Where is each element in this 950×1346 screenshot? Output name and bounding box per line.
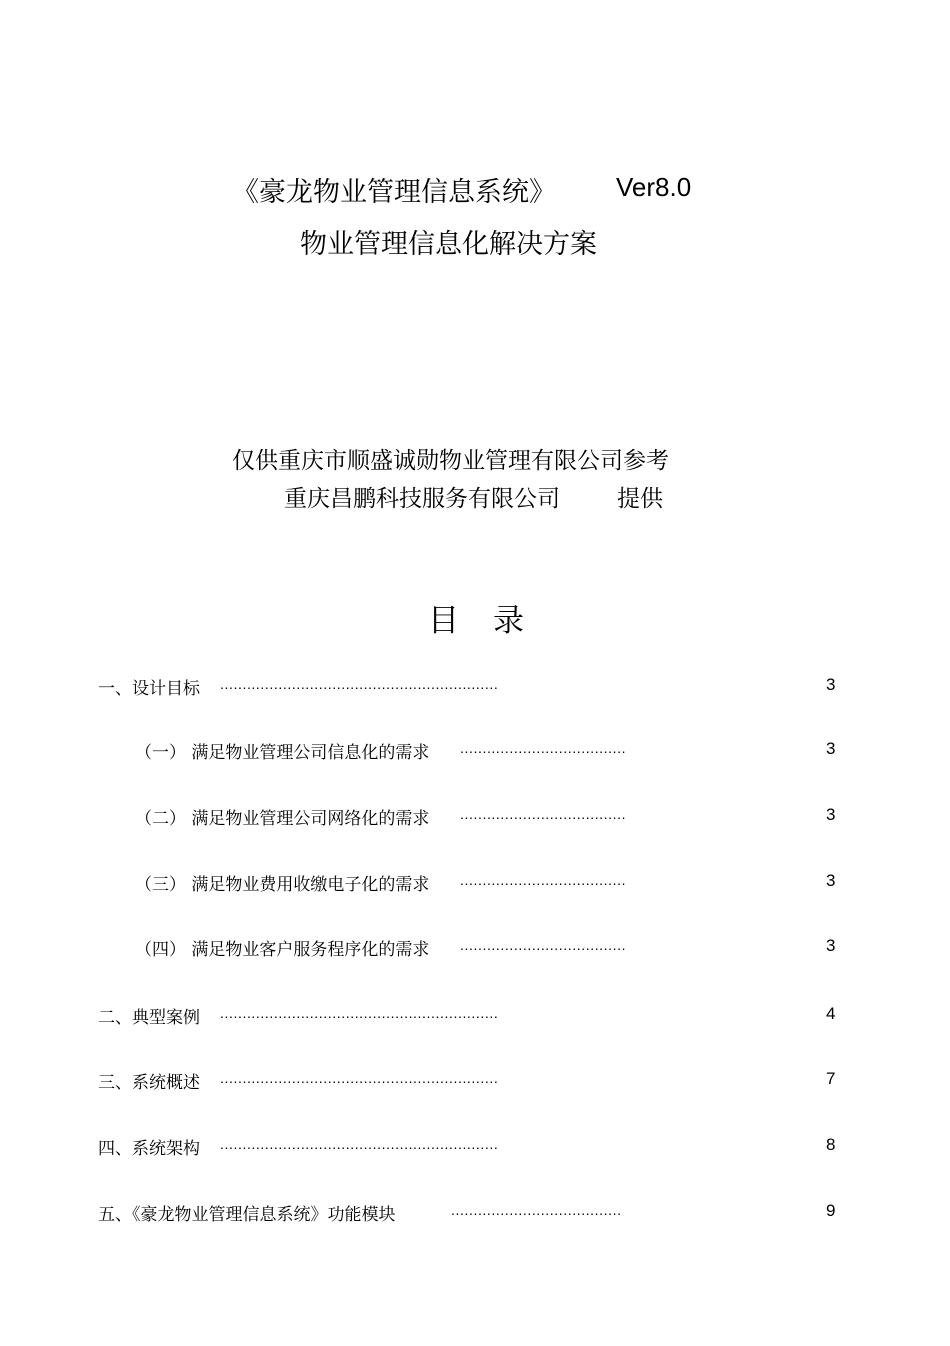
toc-entry-label: （一） 满足物业管理公司信息化的需求	[135, 743, 430, 763]
toc-entry-page: 7	[826, 1069, 836, 1088]
toc-entry-leader: ..............................................................	[220, 1136, 499, 1152]
toc-entry-label: 一、设计目标	[98, 679, 200, 699]
toc-entry-label: 三、系统概述	[98, 1073, 200, 1093]
provider-name: 重庆昌鹏科技服务有限公司	[284, 486, 560, 512]
toc-entry-leader: .....................................	[460, 740, 627, 756]
toc-entry-label: （二） 满足物业管理公司网络化的需求	[135, 809, 430, 829]
toc-entry-leader: .....................................	[460, 872, 627, 888]
toc-entry-label: （四） 满足物业客户服务程序化的需求	[135, 940, 430, 960]
toc-entry-page: 3	[826, 805, 836, 824]
toc-entry-page: 3	[826, 739, 836, 758]
document-title: 《豪龙物业管理信息系统》	[232, 177, 556, 208]
toc-heading-char-2: 录	[493, 603, 524, 639]
toc-entry-label: （三） 满足物业费用收缴电子化的需求	[135, 875, 430, 895]
document-subtitle: 物业管理信息化解决方案	[300, 229, 597, 260]
toc-entry-label: 二、典型案例	[98, 1008, 200, 1028]
toc-entry-leader: .....................................	[460, 937, 627, 953]
toc-entry-page: 8	[826, 1135, 836, 1154]
document-version: Ver8.0	[616, 172, 692, 202]
toc-entry-page: 3	[826, 871, 836, 890]
toc-entry-label: 五、《豪龙物业管理信息系统》功能模块	[98, 1205, 396, 1225]
toc-entry-page: 3	[826, 936, 836, 955]
toc-entry-leader: ..............................................................	[220, 1005, 499, 1021]
provider-word: 提供	[617, 486, 663, 512]
toc-heading-char-1: 目	[428, 603, 459, 639]
toc-entry-page: 9	[826, 1201, 836, 1220]
toc-entry-leader: .....................................	[460, 806, 627, 822]
toc-entry-page: 3	[826, 675, 836, 694]
toc-entry-leader: ..............................................................	[220, 1070, 499, 1086]
toc-entry-page: 4	[826, 1004, 836, 1023]
reference-line: 仅供重庆市顺盛诚勋物业管理有限公司参考	[232, 448, 669, 474]
toc-entry-leader: ..............................................................	[220, 676, 499, 692]
toc-entry-label: 四、系统架构	[98, 1139, 200, 1159]
toc-entry-leader: ......................................	[451, 1202, 622, 1218]
